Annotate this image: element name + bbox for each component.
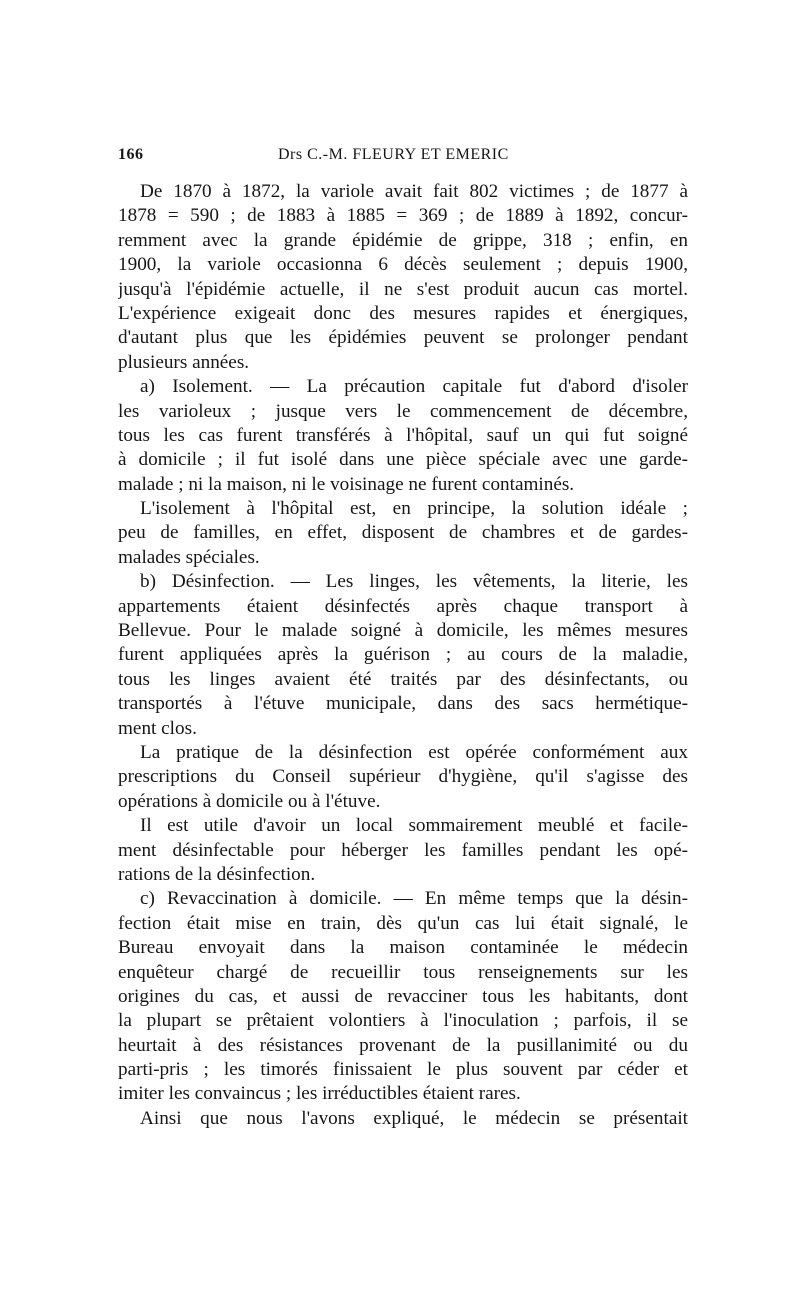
text-line: heurtait à des résistances provenant de la pusillanimité ou du <box>118 1034 688 1056</box>
text-line: plusieurs années. <box>118 351 250 373</box>
text-line: furent appliquées après la guérison ; au cours de la maladie, <box>118 644 688 666</box>
text-line: fection était mise en train, dès qu'un cas lui était signalé, le <box>118 912 688 934</box>
text-line: transportés à l'étuve municipale, dans des sacs hermétique- <box>118 693 688 715</box>
text-line: prescriptions du Conseil supérieur d'hygiène, qu'il s'agisse des <box>118 766 688 788</box>
text-line: les varioleux ; jusque vers le commencement de décembre, <box>118 400 688 422</box>
text-line: Ainsi que nous l'avons expliqué, le médecin se présentait <box>140 1107 688 1129</box>
text-line: d'autant plus que les épidémies peuvent se prolonger pendant <box>118 327 688 349</box>
text-line: parti-pris ; les timorés finissaient le plus souvent par céder et <box>118 1059 688 1081</box>
paragraph <box>118 570 688 741</box>
text-line: De 1870 à 1872, la variole avait fait 802 victimes ; de 1877 à <box>140 181 688 202</box>
text-line: à domicile ; il fut isolé dans une pièce spéciale avec une garde- <box>118 449 688 471</box>
text-line: 1878 = 590 ; de 1883 à 1885 = 369 ; de 1889 à 1892, concur- <box>118 205 688 227</box>
running-head <box>118 146 688 170</box>
text-line: origines du cas, et aussi de revacciner tous les habitants, dont <box>118 985 688 1007</box>
body-text <box>118 180 688 1131</box>
text-line: tous les cas furent transférés à l'hôpital, sauf un qui fut soigné <box>118 424 688 446</box>
text-line: Il est utile d'avoir un local sommairement meublé et facile- <box>140 815 688 837</box>
text-line: remment avec la grande épidémie de grippe, 318 ; enfin, en <box>118 229 688 251</box>
text-line: c) Revaccination à domicile. — En même temps que la désin- <box>140 888 688 910</box>
text-line: ment clos. <box>118 717 197 739</box>
text-line: malade ; ni la maison, ni le voisinage ne furent contaminés. <box>118 473 575 495</box>
text-line: malades spéciales. <box>118 546 260 568</box>
text-line: 1900, la variole occasionna 6 décès seulement ; depuis 1900, <box>118 254 688 276</box>
text-line: tous les linges avaient été traités par des désinfectants, ou <box>118 668 688 690</box>
text-line: enquêteur chargé de recueillir tous renseignements sur les <box>118 961 688 983</box>
text-line: L'expérience exigeait donc des mesures rapides et énergiques, <box>118 302 688 324</box>
paragraph <box>118 375 688 497</box>
text-line: rations de la désinfection. <box>118 863 316 885</box>
text-line: a) Isolement. — La précaution capitale fut d'abord d'isoler <box>140 376 688 398</box>
paragraph <box>118 497 688 570</box>
text-line: opérations à domicile ou à l'étuve. <box>118 790 381 812</box>
paragraph <box>118 1107 688 1131</box>
text-line: imiter les convaincus ; les irréductibles étaient rares. <box>118 1083 521 1105</box>
text-line: La pratique de la désinfection est opérée conformément aux <box>140 741 688 763</box>
text-line: L'isolement à l'hôpital est, en principe, la solution idéale ; <box>140 498 688 520</box>
paragraph <box>118 814 688 887</box>
paragraph <box>118 887 688 1107</box>
text-line: peu de familles, en effet, disposent de chambres et de gardes- <box>118 522 688 544</box>
text-line: appartements étaient désinfectés après chaque transport à <box>118 595 688 617</box>
running-title: Drs C.-M. FLEURY ET EMERIC <box>278 146 509 163</box>
paragraph <box>118 741 688 814</box>
text-line: ment désinfectable pour héberger les familles pendant les opé- <box>118 839 688 861</box>
page-number: 166 <box>118 146 144 163</box>
text-line: Bellevue. Pour le malade soigné à domicile, les mêmes mesures <box>118 620 688 642</box>
text-line: Bureau envoyait dans la maison contaminée le médecin <box>118 937 688 959</box>
text-line: la plupart se prêtaient volontiers à l'inoculation ; parfois, il se <box>118 1010 688 1032</box>
text-line: b) Désinfection. — Les linges, les vêtements, la literie, les <box>140 571 688 593</box>
paragraph <box>118 180 688 375</box>
text-line: jusqu'à l'épidémie actuelle, il ne s'est produit aucun cas mortel. <box>118 278 688 300</box>
